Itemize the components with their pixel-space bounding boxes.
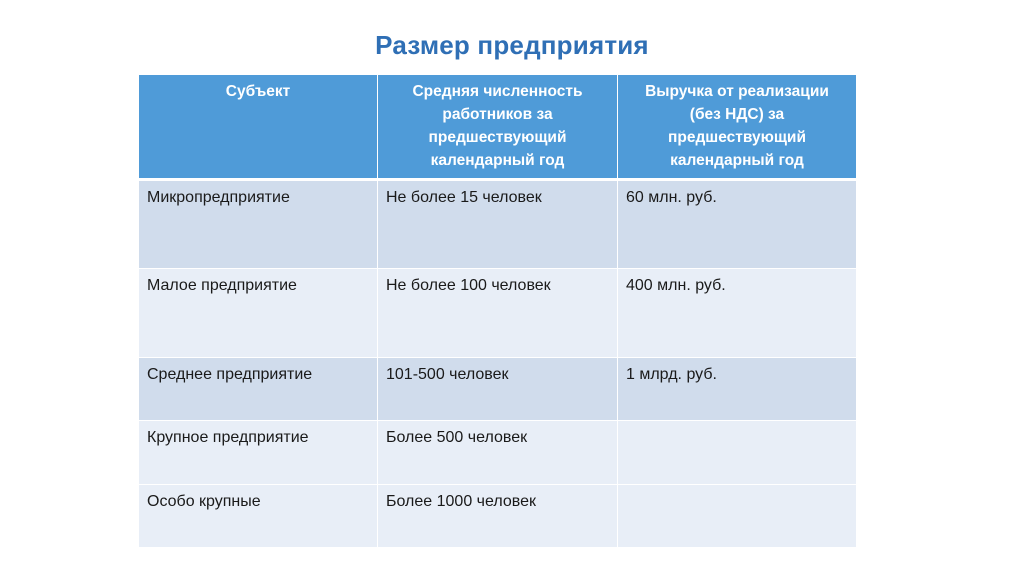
table-row <box>139 485 857 548</box>
header-subject: Субъект <box>139 75 378 180</box>
cell-subject: Микропредприятие <box>139 180 378 269</box>
cell-subject: Среднее предприятие <box>139 358 378 421</box>
cell-revenue <box>618 485 857 548</box>
cell-subject: Особо крупные <box>139 485 378 548</box>
table-header-row <box>139 75 857 180</box>
cell-revenue: 1 млрд. руб. <box>618 358 857 421</box>
table-row <box>139 269 857 358</box>
cell-employees: Более 500 человек <box>378 421 618 485</box>
table-row <box>139 358 857 421</box>
cell-employees: Не более 15 человек <box>378 180 618 269</box>
cell-revenue <box>618 421 857 485</box>
cell-subject: Крупное предприятие <box>139 421 378 485</box>
slide-title: Размер предприятия <box>375 30 649 60</box>
table-row <box>139 421 857 485</box>
table-row <box>139 180 857 269</box>
cell-revenue: 400 млн. руб. <box>618 269 857 358</box>
cell-subject: Малое предприятие <box>139 269 378 358</box>
cell-employees: 101-500 человек <box>378 358 618 421</box>
cell-employees: Не более 100 человек <box>378 269 618 358</box>
cell-revenue: 60 млн. руб. <box>618 180 857 269</box>
header-revenue: Выручка от реализации (без НДС) за предшествующий календарный год <box>618 75 857 180</box>
enterprise-size-table <box>138 74 857 548</box>
header-employees: Средняя численность работников за предшествующий календарный год <box>378 75 618 180</box>
cell-employees: Более 1000 человек <box>378 485 618 548</box>
